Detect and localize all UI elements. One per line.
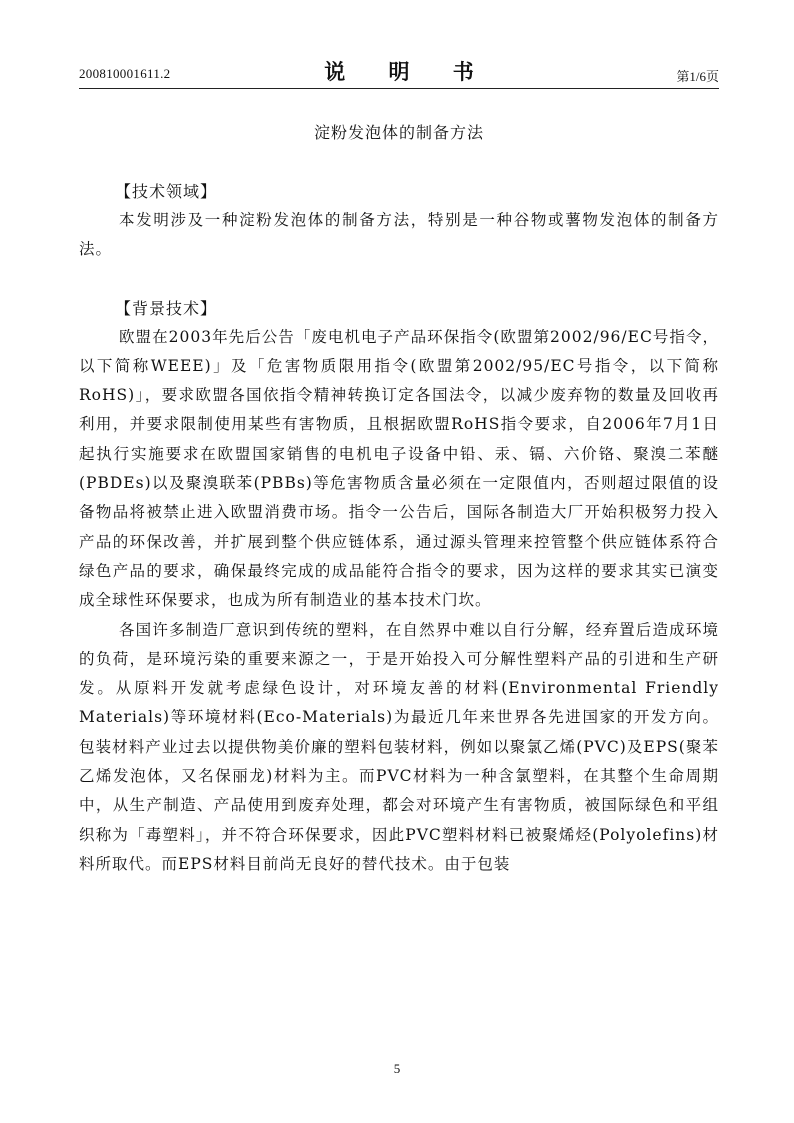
page-number: 5 bbox=[393, 1061, 401, 1076]
section-gap bbox=[79, 265, 719, 294]
header-rule bbox=[79, 88, 719, 89]
document-title: 淀粉发泡体的制备方法 bbox=[313, 123, 484, 142]
section-heading-background: 【背景技术】 bbox=[115, 298, 218, 318]
paragraph: 各国许多制造厂意识到传统的塑料，在自然界中难以自行分解，经弃置后造成环境的负荷，是环境污染的重要来源之一，于是开始投入可分解性塑料产品的引进和生产研发。从原料开发就考虑绿色设计，对环境友善的材料(Environmental Friendly Materials)等环境材料(Eco-Materials)为最近几年来世界各先进国家的开发方向。包装材料产业过去以提供物美价廉的塑料包装材料，例如以聚氯乙烯(PVC)及EPS(聚苯乙烯发泡体，又名保丽龙)材料为主。而PVC材料为一种含氯塑料，在其整个生命周期中，从生产制造、产品使用到废弃处理，都会对环境产生有害物质，被国际绿色和平组织称为「毒塑料」，并不符合环保要求，因此PVC塑料材料已被聚烯烃(Polyolefins)材料所取代。而EPS材料目前尚无良好的替代技术。由于包装 bbox=[79, 620, 719, 873]
paragraph: 欧盟在2003年先后公告「废电机电子产品环保指令(欧盟第2002/96/EC号指令，以下简称WEEE)」及「危害物质限用指令(欧盟第2002/95/EC号指令，以下简称RoHS)」，要求欧盟各国依指令精神转换订定各国法令，以减少废弃物的数量及回收再利用，并要求限制使用某些有害物质，且根据欧盟RoHS指令要求，自2006年7月1日起执行实施要求在欧盟国家销售的电机电子设备中铅、汞、镉、六价铬、聚溴二苯醚(PBDEs)以及聚溴联苯(PBBs)等危害物质含量必须在一定限值内，否则超过限值的设备物品将被禁止进入欧盟消费市场。指令一公告后，国际各制造大厂开始积极努力投入产品的环保改善，并扩展到整个供应链体系，通过源头管理来控管整个供应链体系符合绿色产品的要求，确保最终完成的成品能符合指令的要求，因为这样的要求其实已演变成全球性环保要求，也成为所有制造业的基本技术门坎。 bbox=[79, 327, 719, 610]
document-body bbox=[79, 119, 719, 879]
application-number: 200810001611.2 bbox=[79, 66, 171, 81]
header-title: 说 明 书 bbox=[324, 59, 492, 84]
section-heading-technical-field: 【技术领域】 bbox=[115, 182, 218, 201]
page-header bbox=[79, 56, 719, 86]
paragraph: 本发明涉及一种淀粉发泡体的制备方法，特别是一种谷物或薯物发泡体的制备方法。 bbox=[79, 211, 719, 259]
page-indicator: 第1/6页 bbox=[676, 69, 719, 84]
